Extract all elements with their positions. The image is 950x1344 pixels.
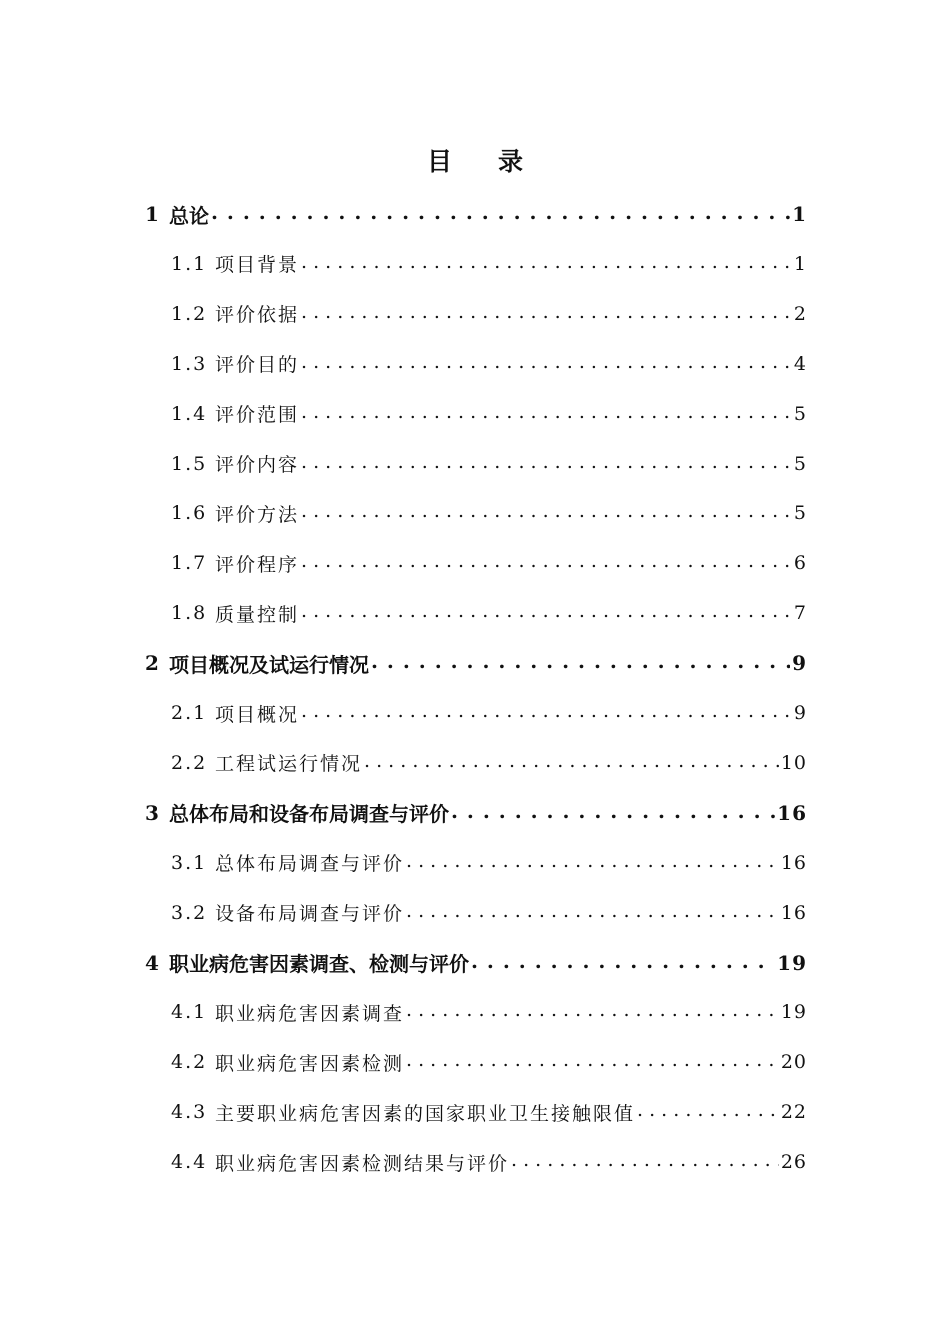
toc-dot-leader xyxy=(301,593,792,633)
toc-section-entry[interactable] xyxy=(171,244,807,284)
toc-entry-number: 2.1 xyxy=(171,702,208,724)
toc-entry-page-number: 20 xyxy=(780,1051,807,1074)
toc-entry-label: 职业病危害因素调查 xyxy=(215,1002,405,1025)
toc-entry-number: 1.7 xyxy=(171,552,208,575)
toc-entry-label: 项目概况 xyxy=(215,703,300,726)
toc-entry-label: 项目背景 xyxy=(215,254,300,277)
toc-entry-number: 4.1 xyxy=(171,1001,208,1024)
toc-entry-label: 评价方法 xyxy=(215,503,300,526)
toc-dot-leader xyxy=(364,743,779,783)
toc-entry-page-number: 26 xyxy=(780,1151,807,1174)
toc-title-right: 录 xyxy=(498,147,524,176)
toc-title xyxy=(0,142,950,182)
toc-entry-label: 评价目的 xyxy=(215,354,300,377)
toc-entry-label: 职业病危害因素检测 xyxy=(215,1052,405,1075)
toc-section-entry[interactable] xyxy=(171,294,807,334)
toc-entry-number: 1.4 xyxy=(171,402,208,425)
toc-chapter-entry[interactable] xyxy=(145,943,807,983)
toc-entry-number: 1 xyxy=(145,202,159,226)
toc-entry-number: 1.5 xyxy=(171,452,208,475)
toc-entry-number: 3 xyxy=(145,800,159,825)
toc-entry-page-number: 2 xyxy=(793,302,807,325)
toc-title-left: 目 xyxy=(426,147,452,176)
toc-entry-label: 评价程序 xyxy=(215,553,300,576)
toc-entry-page-number: 19 xyxy=(780,1001,807,1024)
toc-section-entry[interactable] xyxy=(171,693,807,733)
toc-chapter-entry[interactable] xyxy=(145,793,807,833)
toc-section-entry[interactable] xyxy=(171,1142,807,1182)
toc-dot-leader xyxy=(471,943,775,983)
toc-entry-page-number: 10 xyxy=(780,751,807,774)
toc-entry-page-number: 22 xyxy=(780,1101,807,1124)
toc-entry-label: 职业病危害因素检测结果与评价 xyxy=(215,1152,510,1175)
toc-dot-leader xyxy=(406,843,779,883)
toc-dot-leader xyxy=(511,1142,779,1182)
toc-entry-number: 4.3 xyxy=(171,1101,208,1124)
toc-dot-leader xyxy=(301,294,792,334)
toc-entry-number: 4 xyxy=(145,950,159,975)
toc-section-entry[interactable] xyxy=(171,543,807,583)
toc-entry-page-number: 16 xyxy=(780,901,807,924)
toc-entry-label: 主要职业病危害因素的国家职业卫生接触限值 xyxy=(215,1102,636,1125)
toc-entry-label: 职业病危害因素调查、检测与评价 xyxy=(169,952,469,976)
toc-entry-page-number: 19 xyxy=(777,950,807,975)
toc-entry-number: 1.6 xyxy=(171,502,208,525)
toc-entry-label: 质量控制 xyxy=(215,603,300,626)
toc-entry-page-number: 1 xyxy=(793,252,807,275)
toc-entry-page-number: 9 xyxy=(793,702,807,724)
toc-entry-page-number: 9 xyxy=(792,651,807,676)
toc-entry-number: 2.2 xyxy=(171,751,208,774)
toc-dot-leader xyxy=(301,493,792,533)
toc-dot-leader xyxy=(301,394,792,434)
toc-entry-label: 评价内容 xyxy=(215,454,300,476)
toc-entry-page-number: 5 xyxy=(793,502,807,525)
toc-chapter-entry[interactable] xyxy=(145,194,807,234)
toc-entry-label: 评价依据 xyxy=(215,304,300,327)
toc-dot-leader xyxy=(406,1042,779,1082)
toc-entry-label: 工程试运行情况 xyxy=(215,753,363,776)
toc-section-entry[interactable] xyxy=(171,394,807,434)
toc-entry-number: 4.4 xyxy=(171,1151,208,1174)
toc-section-entry[interactable] xyxy=(171,743,807,783)
toc-entry-page-number: 4 xyxy=(793,352,807,375)
toc-section-entry[interactable] xyxy=(171,893,807,933)
toc-entry-page-number: 16 xyxy=(780,851,807,874)
toc-entry-number: 2 xyxy=(145,651,159,676)
toc-entry-page-number: 5 xyxy=(793,452,807,475)
toc-chapter-entry[interactable] xyxy=(145,643,807,683)
toc-entry-label: 总体布局和设备布局调查与评价 xyxy=(169,802,449,827)
toc-entry-page-number: 16 xyxy=(777,800,807,825)
toc-section-entry[interactable] xyxy=(171,1092,807,1132)
toc-section-entry[interactable] xyxy=(171,493,807,533)
toc-dot-leader xyxy=(406,893,779,933)
toc-section-entry[interactable] xyxy=(171,843,807,883)
toc-section-entry[interactable] xyxy=(171,1042,807,1082)
toc-entry-label: 设备布局调查与评价 xyxy=(215,903,405,926)
toc-dot-leader xyxy=(301,344,792,384)
toc-dot-leader xyxy=(637,1092,779,1132)
toc-entry-page-number: 7 xyxy=(793,602,807,625)
toc-entry-number: 1.2 xyxy=(171,302,208,325)
toc-entry-page-number: 6 xyxy=(793,552,807,575)
toc-dot-leader xyxy=(406,992,779,1032)
toc-dot-leader xyxy=(301,693,792,733)
toc-entry-number: 1.8 xyxy=(171,602,208,625)
toc-entry-number: 1.3 xyxy=(171,352,208,375)
toc-section-entry[interactable] xyxy=(171,344,807,384)
toc-entry-label: 评价范围 xyxy=(215,404,300,427)
toc-dot-leader xyxy=(451,793,775,833)
toc-entry-number: 4.2 xyxy=(171,1051,208,1074)
toc-entry-label: 总论 xyxy=(169,203,209,228)
toc-dot-leader xyxy=(211,194,790,234)
toc-section-entry[interactable] xyxy=(171,593,807,633)
toc-entry-label: 项目概况及试运行情况 xyxy=(169,652,369,677)
toc-entry-page-number: 5 xyxy=(793,402,807,425)
toc-entry-number: 1.1 xyxy=(171,252,208,275)
toc-entry-page-number: 1 xyxy=(792,202,807,226)
toc-dot-leader xyxy=(301,543,792,583)
toc-entry-number: 3.2 xyxy=(171,901,208,924)
toc-dot-leader xyxy=(371,643,790,683)
toc-dot-leader xyxy=(301,244,792,284)
toc-entry-label: 总体布局调查与评价 xyxy=(215,853,405,876)
toc-dot-leader xyxy=(301,444,792,484)
toc-section-entry[interactable] xyxy=(171,444,807,484)
toc-section-entry[interactable] xyxy=(171,992,807,1032)
toc-entry-number: 3.1 xyxy=(171,851,208,874)
